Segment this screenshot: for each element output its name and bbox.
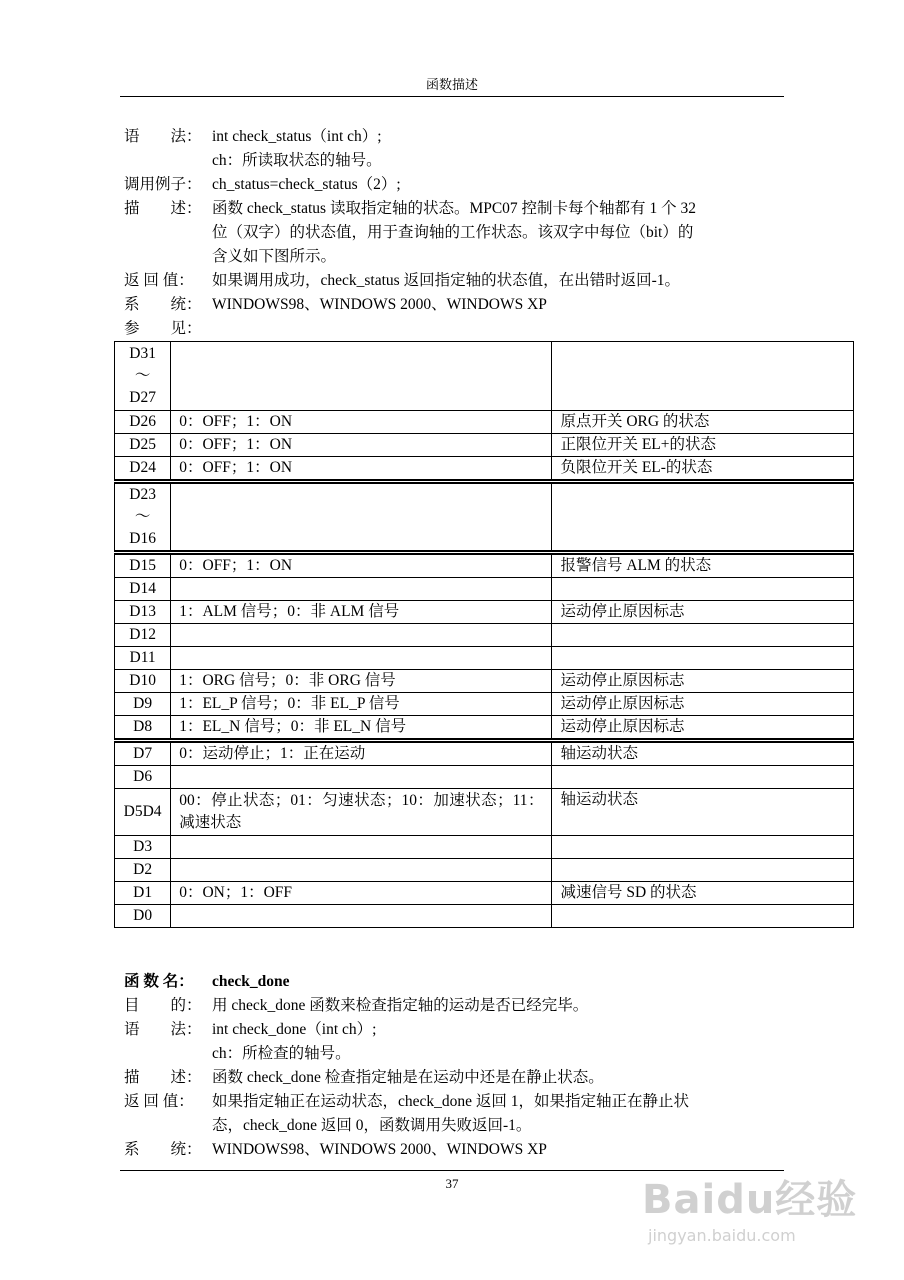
desc-cell: 轴运动状态 <box>552 789 854 836</box>
meaning-cell: 0：OFF；1：ON <box>171 411 552 434</box>
system-label: 系 统： <box>124 1141 202 1158</box>
bit-cell: D1 <box>115 882 171 905</box>
bit-cell: D3 <box>115 836 171 859</box>
desc-line-2: 位（双字）的状态值，用于查询轴的工作状态。该双字中每位（bit）的 <box>212 224 694 241</box>
bit-cell: D5D4 <box>115 789 171 836</box>
param-text: ch：所检查的轴号。 <box>212 1045 351 1062</box>
return-line-2: 态，check_done 返回 0，函数调用失败返回-1。 <box>212 1117 532 1134</box>
meaning-cell <box>171 482 552 553</box>
syntax-row <box>124 1018 788 1042</box>
syntax-row <box>124 125 788 149</box>
table-row <box>115 411 854 434</box>
meaning-cell <box>171 578 552 601</box>
desc-row <box>124 197 788 221</box>
table-row <box>115 624 854 647</box>
meaning-cell <box>171 624 552 647</box>
desc-cell <box>552 905 854 928</box>
table-row <box>115 342 854 411</box>
watermark <box>640 1160 880 1270</box>
desc-cell: 正限位开关 EL+的状态 <box>552 434 854 457</box>
desc-cell: 负限位开关 EL-的状态 <box>552 457 854 482</box>
desc-line-1: 函数 check_status 读取指定轴的状态。MPC07 控制卡每个轴都有 1 个 32 <box>212 200 696 217</box>
table-row <box>115 741 854 766</box>
table-row <box>115 836 854 859</box>
table-row <box>115 670 854 693</box>
system-row <box>124 293 788 317</box>
meaning-cell <box>171 766 552 789</box>
bit-cell: D24 <box>115 457 171 482</box>
page-header: 函数描述 <box>425 77 478 92</box>
bit-cell: D7 <box>115 741 171 766</box>
syntax-label: 语 法： <box>124 1021 202 1038</box>
system-row <box>124 1138 788 1162</box>
desc-cell <box>552 647 854 670</box>
meaning-cell <box>171 836 552 859</box>
system-text: WINDOWS98、WINDOWS 2000、WINDOWS XP <box>212 296 547 313</box>
watermark-logo: Baidu经验 <box>642 1177 858 1223</box>
desc-cell <box>552 578 854 601</box>
check-status-section <box>124 125 788 341</box>
desc-cell <box>552 859 854 882</box>
bit-cell: D6 <box>115 766 171 789</box>
bit-label-tilde: ～ <box>134 367 151 384</box>
table-row <box>115 766 854 789</box>
bit-cell: D15 <box>115 553 171 578</box>
table-row <box>115 482 854 553</box>
bit-cell: D26 <box>115 411 171 434</box>
meaning-cell: 1：EL_P 信号；0：非 EL_P 信号 <box>171 693 552 716</box>
bit-cell: D10 <box>115 670 171 693</box>
table-row <box>115 457 854 482</box>
return-line-1: 如果指定轴正在运动状态，check_done 返回 1，如果指定轴正在静止状 <box>212 1093 690 1110</box>
meaning-cell: 0：OFF；1：ON <box>171 553 552 578</box>
return-row <box>124 1090 788 1114</box>
bit-cell <box>115 482 171 553</box>
meaning-cell: 00：停止状态；01：匀速状态；10：加速状态；11：减速状态 <box>171 789 552 836</box>
desc-cell: 减速信号 SD 的状态 <box>552 882 854 905</box>
desc-cell <box>552 342 854 411</box>
table-row <box>115 601 854 624</box>
meaning-cell <box>171 647 552 670</box>
bit-cell: D2 <box>115 859 171 882</box>
name-row <box>124 970 788 994</box>
bit-cell: D13 <box>115 601 171 624</box>
header-rule <box>120 96 784 97</box>
table-row <box>115 693 854 716</box>
watermark-url: jingyan.baidu.com <box>648 1226 796 1245</box>
meaning-cell <box>171 905 552 928</box>
desc-label: 描 述： <box>124 1069 202 1086</box>
param-text: ch：所读取状态的轴号。 <box>212 152 382 169</box>
example-text: ch_status=check_status（2）; <box>212 176 401 193</box>
system-text: WINDOWS98、WINDOWS 2000、WINDOWS XP <box>212 1141 547 1158</box>
purpose-label: 目 的： <box>124 997 202 1014</box>
desc-label: 描 述： <box>124 200 202 217</box>
meaning-cell <box>171 859 552 882</box>
desc-cell <box>552 482 854 553</box>
desc-row <box>124 1066 788 1090</box>
bit-label-top: D23 <box>129 486 156 503</box>
return-label: 返 回 值： <box>124 1093 194 1110</box>
bit-cell <box>115 342 171 411</box>
meaning-cell <box>171 342 552 411</box>
syntax-label: 语 法： <box>124 128 202 145</box>
desc-cell: 原点开关 ORG 的状态 <box>552 411 854 434</box>
desc-line-3: 含义如下图所示。 <box>212 248 337 265</box>
bit-cell: D12 <box>115 624 171 647</box>
table-row <box>115 434 854 457</box>
bit-label-bottom: D16 <box>129 530 156 547</box>
return-text: 如果调用成功，check_status 返回指定轴的状态值，在出错时返回-1。 <box>212 272 680 289</box>
status-bits-table <box>114 341 854 928</box>
system-label: 系 统： <box>124 296 202 313</box>
bit-cell: D8 <box>115 716 171 741</box>
example-label: 调用例子： <box>124 176 202 193</box>
purpose-row <box>124 994 788 1018</box>
table-row <box>115 716 854 741</box>
meaning-cell: 1：EL_N 信号；0：非 EL_N 信号 <box>171 716 552 741</box>
desc-text: 函数 check_done 检查指定轴是在运动中还是在静止状态。 <box>212 1069 604 1086</box>
see-row <box>124 317 788 341</box>
desc-cell: 轴运动状态 <box>552 741 854 766</box>
table-row <box>115 882 854 905</box>
meaning-cell: 1：ORG 信号；0：非 ORG 信号 <box>171 670 552 693</box>
meaning-cell: 0：OFF；1：ON <box>171 457 552 482</box>
desc-cell <box>552 766 854 789</box>
bit-cell: D9 <box>115 693 171 716</box>
return-label: 返 回 值： <box>124 272 194 289</box>
meaning-cell: 1：ALM 信号；0：非 ALM 信号 <box>171 601 552 624</box>
table-row <box>115 859 854 882</box>
bit-label-bottom: D27 <box>129 389 156 406</box>
desc-cell: 运动停止原因标志 <box>552 716 854 741</box>
table-row <box>115 789 854 836</box>
return-row <box>124 269 788 293</box>
bit-cell: D11 <box>115 647 171 670</box>
check-done-section <box>124 970 788 1162</box>
desc-cell: 运动停止原因标志 <box>552 670 854 693</box>
desc-cell <box>552 836 854 859</box>
table-row <box>115 553 854 578</box>
purpose-text: 用 check_done 函数来检查指定轴的运动是否已经完毕。 <box>212 997 589 1014</box>
bit-cell: D14 <box>115 578 171 601</box>
bit-label-top: D31 <box>129 345 156 362</box>
meaning-cell: 0：OFF；1：ON <box>171 434 552 457</box>
bit-label-tilde: ～ <box>134 508 151 525</box>
example-row <box>124 173 788 197</box>
table-row <box>115 905 854 928</box>
name-text: check_done <box>212 973 290 990</box>
name-label: 函 数 名： <box>124 973 194 990</box>
meaning-cell: 0：运动停止；1：正在运动 <box>171 741 552 766</box>
table-row <box>115 578 854 601</box>
bit-cell: D0 <box>115 905 171 928</box>
syntax-text: int check_done（int ch）; <box>212 1021 377 1038</box>
syntax-text: int check_status（int ch）; <box>212 128 382 145</box>
see-label: 参 见： <box>124 320 202 337</box>
bit-cell: D25 <box>115 434 171 457</box>
desc-cell: 运动停止原因标志 <box>552 601 854 624</box>
desc-cell: 报警信号 ALM 的状态 <box>552 553 854 578</box>
meaning-cell: 0：ON；1：OFF <box>171 882 552 905</box>
desc-cell <box>552 624 854 647</box>
desc-cell: 运动停止原因标志 <box>552 693 854 716</box>
table-row <box>115 647 854 670</box>
page-number: 37 <box>445 1176 459 1191</box>
